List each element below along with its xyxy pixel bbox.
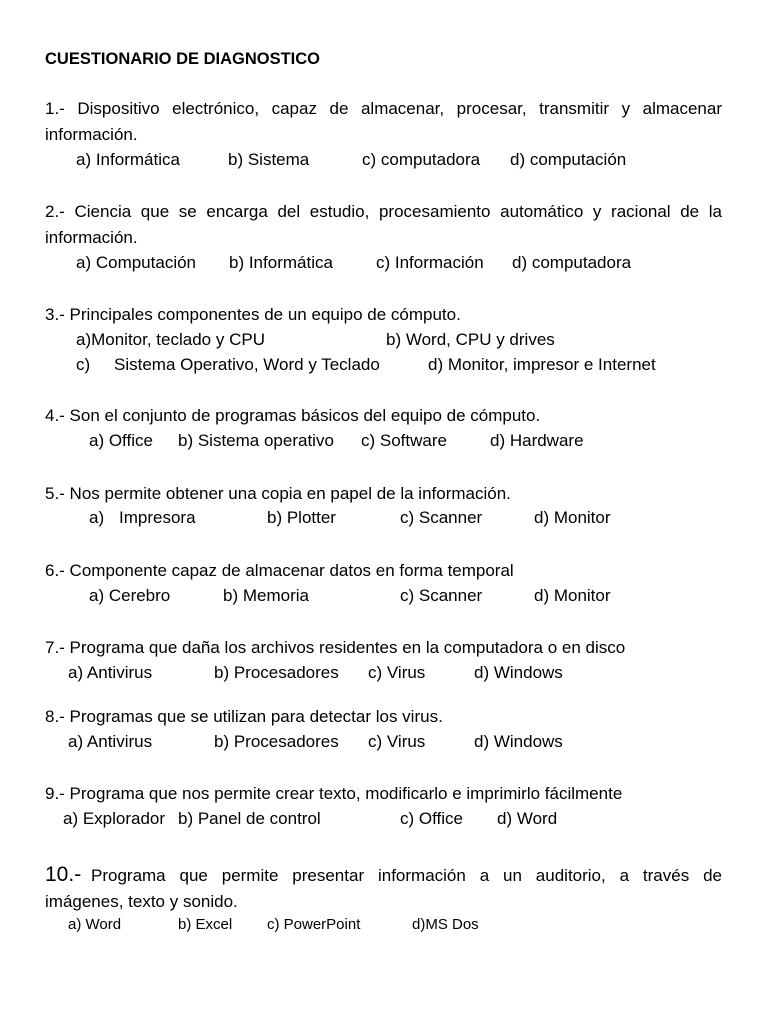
question-1-text: 1.- Dispositivo electrónico, capaz de almacenar, procesar, transmitir y almacenar <box>45 99 722 118</box>
q10-option-d: d)MS Dos <box>412 916 479 933</box>
q5-option-a-letter: a) <box>89 508 105 527</box>
q10-option-b: b) Excel <box>178 916 233 933</box>
q5-option-d: d) Monitor <box>534 508 611 527</box>
q2-option-c: c) Información <box>376 253 484 272</box>
question-1-text-cont: información. <box>45 125 138 144</box>
q4-option-a: a) Office <box>89 431 153 450</box>
question-8-text: 8.- Programas que se utilizan para detectar los virus. <box>45 707 443 726</box>
q4-option-d: d) Hardware <box>490 431 584 450</box>
question-10-number: 10.- <box>45 863 82 886</box>
question-10-text-cont: imágenes, texto y sonido. <box>45 892 238 911</box>
q5-option-a: Impresora <box>119 508 196 527</box>
q6-option-d: d) Monitor <box>534 586 611 605</box>
question-6-text: 6.- Componente capaz de almacenar datos en forma temporal <box>45 561 514 580</box>
q4-option-c: c) Software <box>361 431 447 450</box>
q2-option-b: b) Informática <box>229 253 333 272</box>
question-10-text: Programa que permite presentar información a un auditorio, a través de <box>91 866 722 885</box>
q8-option-d: d) Windows <box>474 732 563 751</box>
q8-option-b: b) Procesadores <box>214 732 339 751</box>
q10-option-a: a) Word <box>68 916 122 933</box>
question-9-text: 9.- Programa que nos permite crear texto, modificarlo e imprimirlo fácilmente <box>45 784 623 803</box>
q3-option-a: a)Monitor, teclado y CPU <box>76 330 265 349</box>
q8-option-c: c) Virus <box>368 732 426 751</box>
q5-option-c: c) Scanner <box>400 508 483 527</box>
q3-option-c-letter: c) <box>76 355 91 374</box>
question-3-text: 3.- Principales componentes de un equipo de cómputo. <box>45 305 461 324</box>
q9-option-c: c) Office <box>400 809 463 828</box>
q3-option-d: d) Monitor, impresor e Internet <box>428 355 656 374</box>
q2-option-d: d) computadora <box>512 253 632 272</box>
question-2-text-cont: información. <box>45 228 138 247</box>
q1-option-a: a) Informática <box>76 150 180 169</box>
document-title: CUESTIONARIO DE DIAGNOSTICO <box>45 50 321 68</box>
q7-option-b: b) Procesadores <box>214 663 339 682</box>
q1-option-b: b) Sistema <box>228 150 310 169</box>
q1-option-d: d) computación <box>510 150 627 169</box>
question-4-text: 4.- Son el conjunto de programas básicos del equipo de cómputo. <box>45 406 541 425</box>
q9-option-a: a) Explorador <box>63 809 166 828</box>
q9-option-d: d) Word <box>497 809 558 828</box>
question-2-text: 2.- Ciencia que se encarga del estudio, procesamiento automático y racional de la <box>45 202 722 221</box>
q3-option-c: Sistema Operativo, Word y Teclado <box>114 355 380 374</box>
question-5-text: 5.- Nos permite obtener una copia en papel de la información. <box>45 484 511 503</box>
q5-option-b: b) Plotter <box>267 508 336 527</box>
question-7-text: 7.- Programa que daña los archivos residentes en la computadora o en disco <box>45 638 626 657</box>
q7-option-d: d) Windows <box>474 663 563 682</box>
q6-option-c: c) Scanner <box>400 586 483 605</box>
q3-option-b: b) Word, CPU y drives <box>386 330 555 349</box>
q6-option-a: a) Cerebro <box>89 586 171 605</box>
q10-option-c: c) PowerPoint <box>267 916 361 933</box>
q7-option-a: a) Antivirus <box>68 663 153 682</box>
q2-option-a: a) Computación <box>76 253 197 272</box>
q8-option-a: a) Antivirus <box>68 732 153 751</box>
q7-option-c: c) Virus <box>368 663 426 682</box>
q9-option-b: b) Panel de control <box>178 809 321 828</box>
q6-option-b: b) Memoria <box>223 586 309 605</box>
q1-option-c: c) computadora <box>362 150 481 169</box>
q4-option-b: b) Sistema operativo <box>178 431 334 450</box>
